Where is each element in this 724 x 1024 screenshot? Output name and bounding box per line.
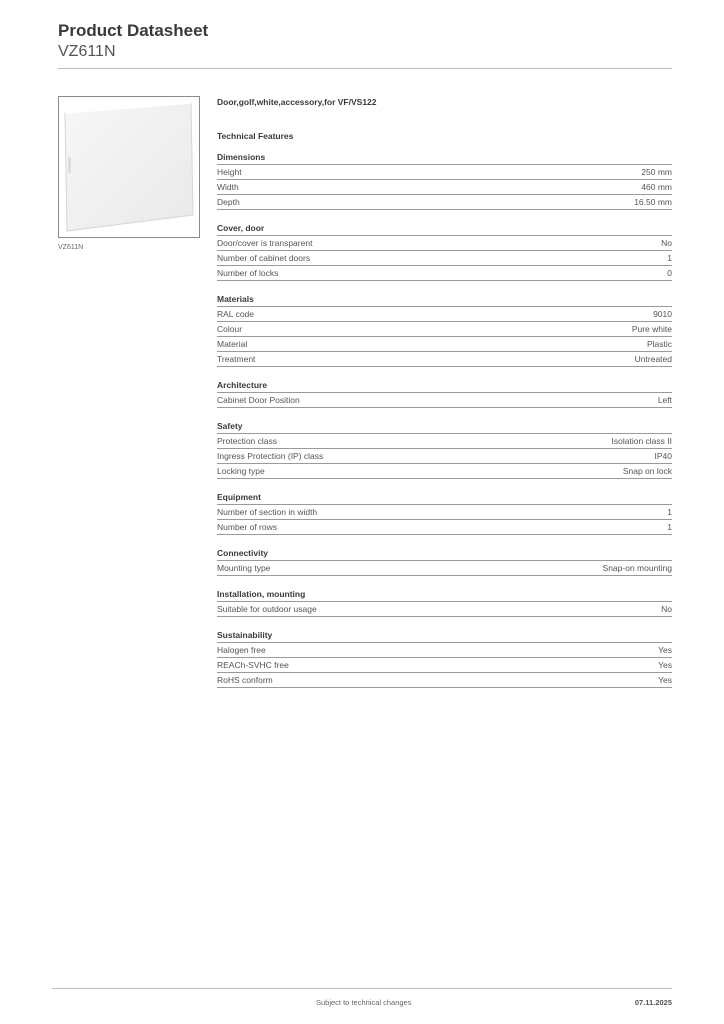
spec-value: 250 mm bbox=[641, 167, 672, 177]
product-image bbox=[58, 96, 200, 238]
spec-row bbox=[217, 352, 672, 367]
feature-section bbox=[217, 630, 672, 688]
spec-row bbox=[217, 520, 672, 535]
spec-value: Isolation class II bbox=[611, 436, 672, 446]
section-title: Sustainability bbox=[217, 630, 672, 643]
spec-value: 1 bbox=[667, 522, 672, 532]
spec-label: Halogen free bbox=[217, 645, 266, 655]
feature-section bbox=[217, 589, 672, 617]
footer-divider bbox=[52, 988, 672, 989]
spec-row bbox=[217, 251, 672, 266]
spec-label: RoHS conform bbox=[217, 675, 273, 685]
spec-label: Depth bbox=[217, 197, 240, 207]
spec-row bbox=[217, 464, 672, 479]
spec-value: Plastic bbox=[646, 339, 672, 349]
spec-row bbox=[217, 307, 672, 322]
feature-section bbox=[217, 294, 672, 367]
image-caption: VZ611N bbox=[58, 244, 84, 251]
spec-label: Number of rows bbox=[217, 522, 277, 532]
spec-row bbox=[217, 195, 672, 210]
spec-label: RAL code bbox=[217, 309, 255, 319]
spec-value: Snap-on mounting bbox=[602, 563, 672, 573]
feature-sections bbox=[217, 152, 672, 688]
spec-value: Yes bbox=[658, 660, 672, 670]
section-title: Cover, door bbox=[217, 223, 672, 236]
spec-value: No bbox=[661, 238, 672, 248]
product-description: Door,golf,white,accessory,for VF/VS122 bbox=[217, 97, 377, 107]
feature-section bbox=[217, 152, 672, 210]
spec-label: REACh-SVHC free bbox=[217, 660, 289, 670]
spec-label: Ingress Protection (IP) class bbox=[217, 451, 324, 461]
spec-label: Cabinet Door Position bbox=[217, 395, 300, 405]
section-title: Installation, mounting bbox=[217, 589, 672, 602]
spec-row bbox=[217, 434, 672, 449]
section-title: Dimensions bbox=[217, 152, 672, 165]
spec-row bbox=[217, 337, 672, 352]
spec-label: Protection class bbox=[217, 436, 277, 446]
spec-row bbox=[217, 322, 672, 337]
spec-value: 16.50 mm bbox=[634, 197, 672, 207]
datasheet-content bbox=[217, 96, 672, 688]
spec-label: Suitable for outdoor usage bbox=[217, 604, 317, 614]
section-title: Connectivity bbox=[217, 548, 672, 561]
spec-row bbox=[217, 236, 672, 251]
spec-value: Untreated bbox=[634, 354, 672, 364]
feature-section bbox=[217, 492, 672, 535]
spec-row bbox=[217, 393, 672, 408]
footer-date: 07.11.2025 bbox=[634, 998, 672, 1007]
spec-label: Number of locks bbox=[217, 268, 279, 278]
page-header bbox=[58, 20, 208, 62]
spec-row bbox=[217, 266, 672, 281]
section-title: Safety bbox=[217, 421, 672, 434]
spec-label: Locking type bbox=[217, 466, 265, 476]
page-title: Product Datasheet bbox=[58, 21, 209, 40]
spec-value: 1 bbox=[667, 253, 672, 263]
section-title: Materials bbox=[217, 294, 672, 307]
feature-section bbox=[217, 223, 672, 281]
spec-label: Door/cover is transparent bbox=[217, 238, 313, 248]
spec-row bbox=[217, 561, 672, 576]
spec-value: Yes bbox=[658, 675, 672, 685]
spec-value: Left bbox=[657, 395, 672, 405]
spec-row bbox=[217, 165, 672, 180]
section-title: Equipment bbox=[217, 492, 672, 505]
spec-value: Snap on lock bbox=[622, 466, 672, 476]
spec-label: Treatment bbox=[217, 354, 256, 364]
spec-label: Colour bbox=[217, 324, 243, 334]
spec-label: Material bbox=[217, 339, 248, 349]
header-divider bbox=[58, 68, 672, 69]
technical-features-heading: Technical Features bbox=[217, 131, 294, 141]
feature-section bbox=[217, 421, 672, 479]
spec-value: 0 bbox=[667, 268, 672, 278]
spec-value: IP40 bbox=[654, 451, 672, 461]
spec-row bbox=[217, 643, 672, 658]
feature-section bbox=[217, 380, 672, 408]
spec-label: Number of cabinet doors bbox=[217, 253, 311, 263]
feature-section bbox=[217, 548, 672, 576]
spec-row bbox=[217, 180, 672, 195]
spec-row bbox=[217, 673, 672, 688]
spec-value: Pure white bbox=[631, 324, 672, 334]
spec-value: 9010 bbox=[653, 309, 672, 319]
spec-row bbox=[217, 658, 672, 673]
spec-value: 460 mm bbox=[641, 182, 672, 192]
spec-label: Number of section in width bbox=[217, 507, 318, 517]
spec-label: Mounting type bbox=[217, 563, 271, 573]
spec-value: 1 bbox=[667, 507, 672, 517]
spec-row bbox=[217, 505, 672, 520]
spec-value: Yes bbox=[658, 645, 672, 655]
door-panel-image bbox=[59, 97, 199, 237]
section-title: Architecture bbox=[217, 380, 672, 393]
footer-note: Subject to technical changes bbox=[316, 998, 412, 1007]
product-code: VZ611N bbox=[58, 43, 116, 60]
spec-row bbox=[217, 602, 672, 617]
spec-row bbox=[217, 449, 672, 464]
spec-label: Width bbox=[217, 182, 239, 192]
spec-label: Height bbox=[217, 167, 242, 177]
spec-value: No bbox=[661, 604, 672, 614]
